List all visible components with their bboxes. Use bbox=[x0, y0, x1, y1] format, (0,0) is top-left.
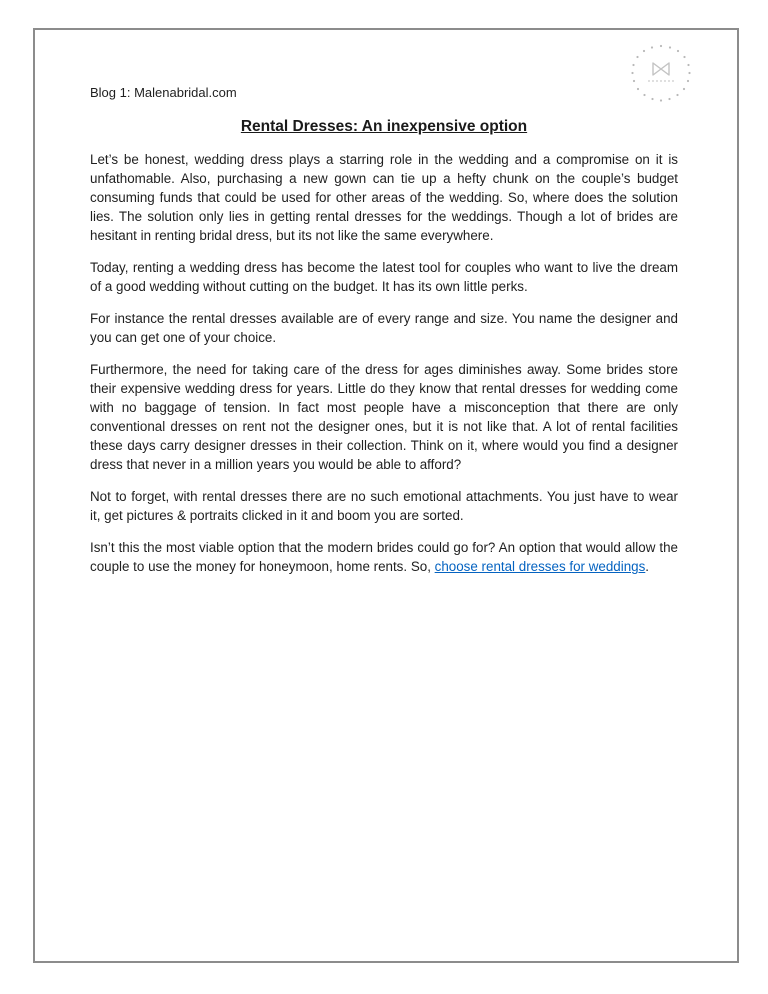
paragraph-closing bbox=[90, 538, 678, 576]
paragraph-no-baggage: Furthermore, the need for taking care of the dress for ages diminishes away. Some brides store their expensive wedding dress for years. Little do they know that rental dresses for wedding come with no baggage of tension. In fact most people have a misconception that there are only conventional dresses on rent not the designer ones, but it is not like that. A lot of rental facilities these days carry designer dresses in their collection. Think on it, where would you find a designer dress that never in a million years you would be able to afford? bbox=[90, 362, 678, 472]
closing-text-after-link: . bbox=[645, 559, 650, 574]
document-content bbox=[90, 84, 678, 589]
paragraph-range-and-size: For instance the rental dresses available are of every range and size. You name the designer and you can get one of your choice. bbox=[90, 311, 678, 345]
paragraph-intro: Let’s be honest, wedding dress plays a starring role in the wedding and a compromise on it is unfathomable. Also, purchasing a new gown can tie up a hefty chunk on the couple’s budget consuming funds that could be used for other areas of the wedding. So, where does the solution lies. The solution only lies in getting rental dresses for the weddings. Though a lot of brides are hesitant in renting bridal dress, but its not like the same everywhere. bbox=[90, 152, 678, 243]
paragraph-no-attachments: Not to forget, with rental dresses there are no such emotional attachments. You just have to wear it, get pictures & portraits clicked in it and boom you are sorted. bbox=[90, 489, 678, 523]
blog-source-label: Blog 1: Malenabridal.com bbox=[90, 85, 237, 100]
rental-dresses-link[interactable]: choose rental dresses for weddings bbox=[434, 559, 646, 574]
closing-text-before-link: Isn’t this the most viable option that the modern brides could go for? An option that would allow the couple to use the money for honeymoon, home rents. So, bbox=[90, 540, 678, 574]
paragraph-latest-tool: Today, renting a wedding dress has become the latest tool for couples who want to live the dream of a good wedding without cutting on the budget. It has its own little perks. bbox=[90, 260, 678, 294]
page-title: Rental Dresses: An inexpensive option bbox=[240, 118, 528, 135]
article-body bbox=[90, 150, 678, 576]
